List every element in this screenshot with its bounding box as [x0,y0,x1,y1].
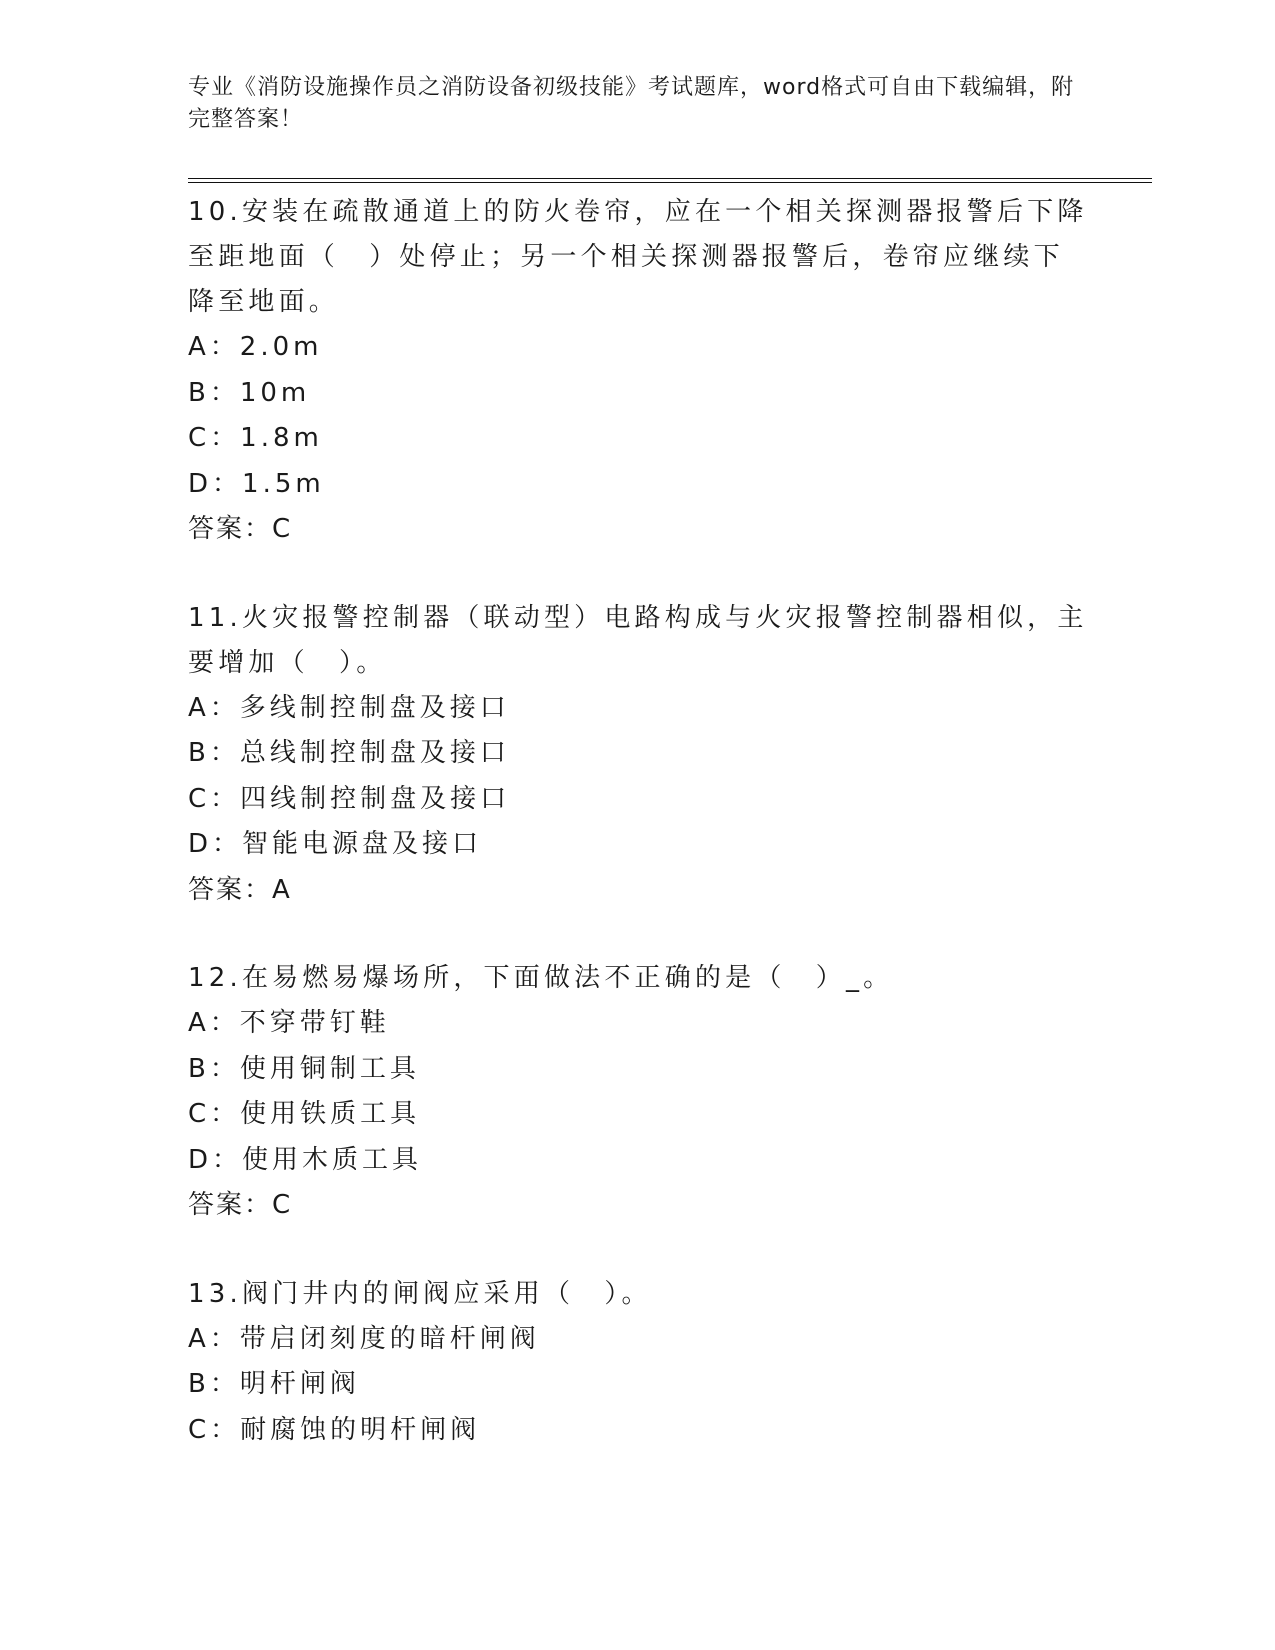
question-stem: 12.在易燃易爆场所，下面做法不正确的是（ ）_。 [188,963,894,993]
option-b: B：使用铜制工具 [188,1053,420,1084]
question-stem: 13.阀门井内的闸阀应采用（ ）。 [188,1278,652,1309]
option-b: B：总线制控制盘及接口 [188,738,510,768]
option-a: A：多线制控制盘及接口 [188,692,510,723]
option-c: C：使用铁质工具 [188,1099,421,1129]
option-c: C：1.8m [188,423,323,453]
option-a: A：带启闭刻度的暗杆闸阀 [188,1323,540,1354]
option-c: C：耐腐蚀的明杆闸阀 [188,1414,481,1445]
document-header: 专业《消防设施操作员之消防设备初级技能》考试题库，word格式可自由下载编辑，附完整答案！ [188,75,1075,132]
option-d: D：1.5m [188,468,325,499]
question-stem: 10.安装在疏散通道上的防火卷帘，应在一个相关探测器报警后下降至距地面（ ）处停止；另一个相关探测器报警后，卷帘应继续下降至地面。 [188,197,1088,317]
answer: 答案：A [188,874,292,905]
option-d: D：使用木质工具 [188,1144,423,1175]
option-c: C：四线制控制盘及接口 [188,783,511,814]
question-stem: 11.火灾报警控制器（联动型）电路构成与火灾报警控制器相似，主要增加（ ）。 [188,602,1088,678]
answer: 答案：C [188,514,293,544]
option-d: D：智能电源盘及接口 [188,829,483,859]
header-divider-bottom [188,182,1152,183]
option-a: A：2.0m [188,332,323,362]
question-11 [188,596,1088,914]
option-b: B：10m [188,377,311,408]
question-13 [188,1272,1088,1454]
answer: 答案：C [188,1190,293,1220]
header-divider-top [188,178,1152,179]
question-list [188,190,1088,1496]
question-10 [188,190,1088,553]
question-12 [188,956,1088,1229]
option-b: B：明杆闸阀 [188,1369,360,1399]
option-a: A：不穿带钉鞋 [188,1008,390,1038]
